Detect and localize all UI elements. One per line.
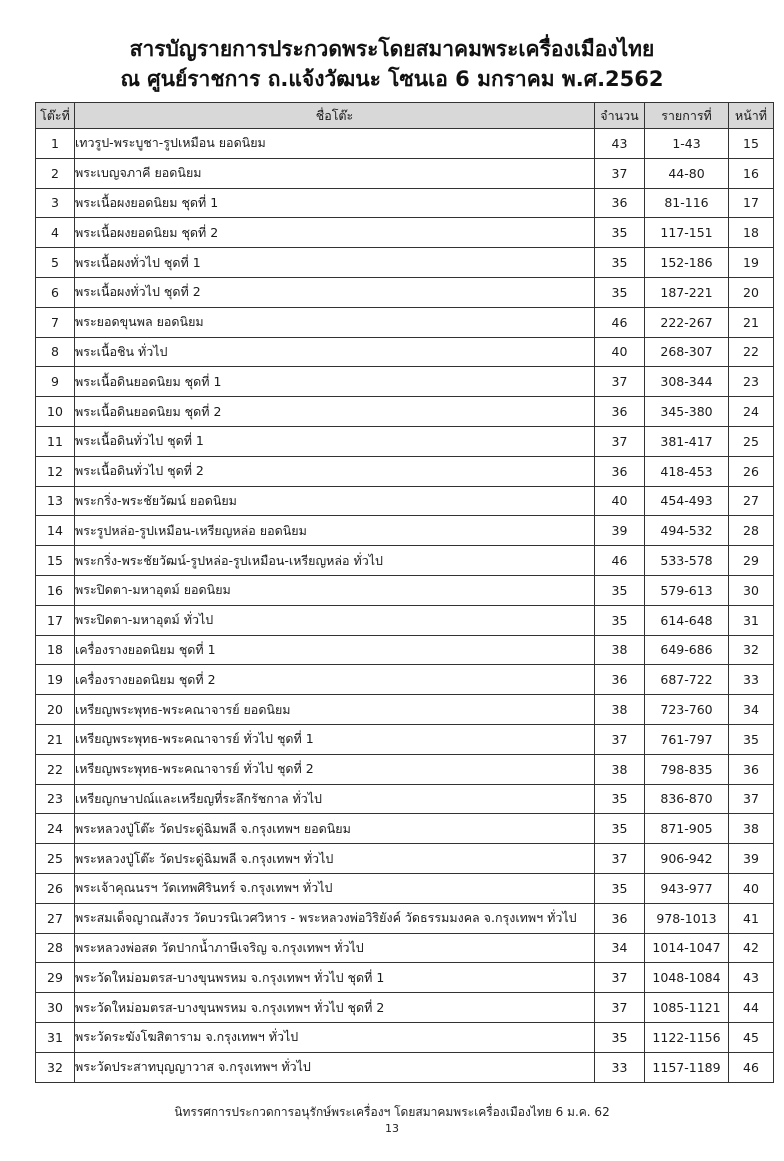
cell-table-name: พระเนื้อผงยอดนิยม ชุดที่ 1 — [75, 188, 595, 218]
cell-table-no: 17 — [36, 605, 75, 635]
cell-table-name: พระวัดใหม่อมตรส-บางขุนพรหม จ.กรุงเทพฯ ทั่วไป ชุดที่ 2 — [75, 993, 595, 1023]
cell-table-no: 1 — [36, 129, 75, 159]
cell-table-name: พระหลวงปู่โต๊ะ วัดประดู่ฉิมพลี จ.กรุงเทพฯ ยอดนิยม — [75, 814, 595, 844]
cell-table-name: พระปิดตา-มหาอุตม์ ยอดนิยม — [75, 575, 595, 605]
cell-table-name: พระเบญจภาคี ยอดนิยม — [75, 158, 595, 188]
cell-count: 36 — [595, 665, 645, 695]
cell-page: 28 — [729, 516, 774, 546]
cell-table-no: 16 — [36, 575, 75, 605]
table-row — [36, 307, 774, 337]
table-row — [36, 575, 774, 605]
footer-text: นิทรรศการประกวดการอนุรักษ์พระเครื่องฯ โดยสมาคมพระเครื่องเมืองไทย 6 ม.ค. 62 — [174, 1105, 610, 1119]
table-row — [36, 248, 774, 278]
table-row — [36, 605, 774, 635]
cell-count: 37 — [595, 724, 645, 754]
cell-table-name: พระเนื้อผงทั่วไป ชุดที่ 1 — [75, 248, 595, 278]
cell-table-no: 5 — [36, 248, 75, 278]
cell-item-range: 723-760 — [645, 695, 729, 725]
cell-item-range: 222-267 — [645, 307, 729, 337]
cell-page: 32 — [729, 635, 774, 665]
cell-page: 42 — [729, 933, 774, 963]
cell-item-range: 1085-1121 — [645, 993, 729, 1023]
cell-item-range: 836-870 — [645, 784, 729, 814]
cell-page: 35 — [729, 724, 774, 754]
cell-table-no: 20 — [36, 695, 75, 725]
table-row — [36, 1052, 774, 1082]
cell-table-name: เหรียญพระพุทธ-พระคณาจารย์ ทั่วไป ชุดที่ 1 — [75, 724, 595, 754]
table-row — [36, 188, 774, 218]
cell-table-name: พระรูปหล่อ-รูปเหมือน-เหรียญหล่อ ยอดนิยม — [75, 516, 595, 546]
cell-count: 38 — [595, 754, 645, 784]
cell-table-no: 24 — [36, 814, 75, 844]
cell-table-name: เหรียญพระพุทธ-พระคณาจารย์ ทั่วไป ชุดที่ 2 — [75, 754, 595, 784]
cell-table-name: พระเนื้อดินทั่วไป ชุดที่ 2 — [75, 456, 595, 486]
page-subtitle: ณ ศูนย์ราชการ ถ.แจ้งวัฒนะ โซนเอ 6 มกราคม พ.ศ.2562 — [120, 67, 664, 91]
table-row — [36, 814, 774, 844]
cell-count: 46 — [595, 307, 645, 337]
page-title: สารบัญรายการประกวดพระโดยสมาคมพระเครื่องเมืองไทย — [129, 37, 655, 61]
cell-count: 38 — [595, 695, 645, 725]
cell-page: 45 — [729, 1022, 774, 1052]
cell-table-no: 19 — [36, 665, 75, 695]
cell-count: 46 — [595, 546, 645, 576]
table-row — [36, 397, 774, 427]
cell-item-range: 649-686 — [645, 635, 729, 665]
cell-page: 33 — [729, 665, 774, 695]
cell-page: 36 — [729, 754, 774, 784]
table-row — [36, 426, 774, 456]
cell-count: 36 — [595, 397, 645, 427]
cell-item-range: 268-307 — [645, 337, 729, 367]
cell-count: 38 — [595, 635, 645, 665]
cell-page: 18 — [729, 218, 774, 248]
cell-page: 17 — [729, 188, 774, 218]
table-row — [36, 129, 774, 159]
table-row — [36, 546, 774, 576]
table-body — [36, 129, 774, 1083]
cell-table-name: พระหลวงพ่อสด วัดปากน้ำภาษีเจริญ จ.กรุงเทพฯ ทั่วไป — [75, 933, 595, 963]
cell-table-no: 9 — [36, 367, 75, 397]
cell-count: 35 — [595, 218, 645, 248]
cell-table-name: พระกริ่ง-พระชัยวัฒน์-รูปหล่อ-รูปเหมือน-เหรียญหล่อ ทั่วไป — [75, 546, 595, 576]
cell-count: 35 — [595, 814, 645, 844]
cell-table-no: 18 — [36, 635, 75, 665]
table-row — [36, 516, 774, 546]
cell-item-range: 1048-1084 — [645, 963, 729, 993]
cell-count: 36 — [595, 456, 645, 486]
cell-table-no: 27 — [36, 903, 75, 933]
cell-item-range: 308-344 — [645, 367, 729, 397]
cell-page: 27 — [729, 486, 774, 516]
cell-table-name: พระเนื้อผงยอดนิยม ชุดที่ 2 — [75, 218, 595, 248]
cell-item-range: 381-417 — [645, 426, 729, 456]
cell-item-range: 418-453 — [645, 456, 729, 486]
cell-table-no: 12 — [36, 456, 75, 486]
cell-count: 35 — [595, 784, 645, 814]
cell-item-range: 454-493 — [645, 486, 729, 516]
page-number: 13 — [385, 1122, 399, 1135]
cell-item-range: 798-835 — [645, 754, 729, 784]
cell-item-range: 761-797 — [645, 724, 729, 754]
table-row — [36, 903, 774, 933]
cell-page: 30 — [729, 575, 774, 605]
cell-item-range: 614-648 — [645, 605, 729, 635]
cell-item-range: 1-43 — [645, 129, 729, 159]
cell-page: 29 — [729, 546, 774, 576]
cell-page: 31 — [729, 605, 774, 635]
table-row — [36, 486, 774, 516]
cell-table-no: 7 — [36, 307, 75, 337]
cell-table-name: เหรียญพระพุทธ-พระคณาจารย์ ยอดนิยม — [75, 695, 595, 725]
cell-item-range: 345-380 — [645, 397, 729, 427]
table-row — [36, 367, 774, 397]
cell-page: 34 — [729, 695, 774, 725]
cell-table-no: 13 — [36, 486, 75, 516]
cell-table-no: 21 — [36, 724, 75, 754]
cell-count: 37 — [595, 963, 645, 993]
table-row — [36, 337, 774, 367]
cell-table-name: พระเนื้อดินยอดนิยม ชุดที่ 2 — [75, 397, 595, 427]
cell-table-no: 15 — [36, 546, 75, 576]
cell-page: 20 — [729, 277, 774, 307]
cell-table-no: 32 — [36, 1052, 75, 1082]
table-row — [36, 784, 774, 814]
cell-table-name: เหรียญกษาปณ์และเหรียญที่ระลึกรัชกาล ทั่วไป — [75, 784, 595, 814]
cell-item-range: 579-613 — [645, 575, 729, 605]
cell-count: 37 — [595, 844, 645, 874]
cell-item-range: 187-221 — [645, 277, 729, 307]
cell-count: 37 — [595, 158, 645, 188]
cell-table-name: พระกริ่ง-พระชัยวัฒน์ ยอดนิยม — [75, 486, 595, 516]
cell-item-range: 81-116 — [645, 188, 729, 218]
cell-count: 37 — [595, 367, 645, 397]
catalog-table — [35, 102, 774, 1083]
cell-count: 33 — [595, 1052, 645, 1082]
table-row — [36, 724, 774, 754]
cell-count: 40 — [595, 486, 645, 516]
cell-count: 37 — [595, 993, 645, 1023]
cell-table-name: พระหลวงปู่โต๊ะ วัดประดู่ฉิมพลี จ.กรุงเทพฯ ทั่วไป — [75, 844, 595, 874]
cell-table-no: 3 — [36, 188, 75, 218]
cell-count: 35 — [595, 248, 645, 278]
cell-table-no: 6 — [36, 277, 75, 307]
cell-count: 36 — [595, 188, 645, 218]
table-row — [36, 873, 774, 903]
cell-table-no: 2 — [36, 158, 75, 188]
col-header-page: หน้าที่ — [729, 103, 774, 129]
cell-table-no: 23 — [36, 784, 75, 814]
table-row — [36, 933, 774, 963]
cell-page: 37 — [729, 784, 774, 814]
cell-table-no: 30 — [36, 993, 75, 1023]
cell-page: 43 — [729, 963, 774, 993]
cell-page: 38 — [729, 814, 774, 844]
table-row — [36, 665, 774, 695]
cell-item-range: 152-186 — [645, 248, 729, 278]
cell-item-range: 1122-1156 — [645, 1022, 729, 1052]
cell-page: 44 — [729, 993, 774, 1023]
col-header-table-no: โต๊ะที่ — [36, 103, 75, 129]
cell-table-name: พระเนื้อผงทั่วไป ชุดที่ 2 — [75, 277, 595, 307]
cell-item-range: 943-977 — [645, 873, 729, 903]
cell-count: 37 — [595, 426, 645, 456]
cell-table-no: 4 — [36, 218, 75, 248]
cell-table-no: 25 — [36, 844, 75, 874]
col-header-table-name: ชื่อโต๊ะ — [75, 103, 595, 129]
cell-page: 41 — [729, 903, 774, 933]
cell-item-range: 44-80 — [645, 158, 729, 188]
cell-item-range: 533-578 — [645, 546, 729, 576]
cell-table-name: เครื่องรางยอดนิยม ชุดที่ 1 — [75, 635, 595, 665]
cell-item-range: 906-942 — [645, 844, 729, 874]
cell-page: 22 — [729, 337, 774, 367]
cell-page: 25 — [729, 426, 774, 456]
cell-table-no: 31 — [36, 1022, 75, 1052]
cell-table-no: 26 — [36, 873, 75, 903]
cell-page: 26 — [729, 456, 774, 486]
table-row — [36, 1022, 774, 1052]
cell-page: 40 — [729, 873, 774, 903]
cell-page: 21 — [729, 307, 774, 337]
table-row — [36, 754, 774, 784]
cell-table-name: พระวัดใหม่อมตรส-บางขุนพรหม จ.กรุงเทพฯ ทั่วไป ชุดที่ 1 — [75, 963, 595, 993]
cell-page: 15 — [729, 129, 774, 159]
cell-table-name: พระสมเด็จญาณสังวร วัดบวรนิเวศวิหาร - พระหลวงพ่อวิริยังค์ วัดธรรมมงคล จ.กรุงเทพฯ ทั่วไป — [75, 903, 595, 933]
cell-item-range: 871-905 — [645, 814, 729, 844]
table-row — [36, 635, 774, 665]
table-row — [36, 456, 774, 486]
cell-count: 35 — [595, 575, 645, 605]
cell-table-no: 11 — [36, 426, 75, 456]
table-header-row — [36, 103, 774, 129]
cell-table-no: 29 — [36, 963, 75, 993]
cell-item-range: 978-1013 — [645, 903, 729, 933]
cell-table-name: พระยอดขุนพล ยอดนิยม — [75, 307, 595, 337]
cell-count: 36 — [595, 903, 645, 933]
cell-count: 43 — [595, 129, 645, 159]
table-row — [36, 158, 774, 188]
table-row — [36, 695, 774, 725]
cell-count: 35 — [595, 873, 645, 903]
table-row — [36, 963, 774, 993]
cell-table-no: 10 — [36, 397, 75, 427]
cell-table-no: 8 — [36, 337, 75, 367]
cell-page: 19 — [729, 248, 774, 278]
col-header-item-range: รายการที่ — [645, 103, 729, 129]
cell-table-name: เทวรูป-พระบูชา-รูปเหมือน ยอดนิยม — [75, 129, 595, 159]
cell-table-no: 28 — [36, 933, 75, 963]
cell-count: 40 — [595, 337, 645, 367]
cell-page: 24 — [729, 397, 774, 427]
cell-item-range: 1014-1047 — [645, 933, 729, 963]
table-row — [36, 218, 774, 248]
cell-page: 39 — [729, 844, 774, 874]
cell-table-name: พระวัดระฆังโฆสิตาราม จ.กรุงเทพฯ ทั่วไป — [75, 1022, 595, 1052]
table-row — [36, 277, 774, 307]
cell-table-name: พระเนื้อชิน ทั่วไป — [75, 337, 595, 367]
cell-page: 16 — [729, 158, 774, 188]
cell-count: 35 — [595, 605, 645, 635]
col-header-count: จำนวน — [595, 103, 645, 129]
cell-item-range: 687-722 — [645, 665, 729, 695]
cell-table-name: พระวัดประสาทบุญญาวาส จ.กรุงเทพฯ ทั่วไป — [75, 1052, 595, 1082]
cell-count: 39 — [595, 516, 645, 546]
cell-page: 46 — [729, 1052, 774, 1082]
cell-page: 23 — [729, 367, 774, 397]
cell-count: 34 — [595, 933, 645, 963]
cell-count: 35 — [595, 277, 645, 307]
table-row — [36, 993, 774, 1023]
cell-item-range: 1157-1189 — [645, 1052, 729, 1082]
cell-table-name: พระเจ้าคุณนรฯ วัดเทพศิรินทร์ จ.กรุงเทพฯ ทั่วไป — [75, 873, 595, 903]
cell-count: 35 — [595, 1022, 645, 1052]
cell-table-name: พระปิดตา-มหาอุตม์ ทั่วไป — [75, 605, 595, 635]
cell-item-range: 117-151 — [645, 218, 729, 248]
cell-table-no: 22 — [36, 754, 75, 784]
cell-table-no: 14 — [36, 516, 75, 546]
table-row — [36, 844, 774, 874]
cell-item-range: 494-532 — [645, 516, 729, 546]
cell-table-name: เครื่องรางยอดนิยม ชุดที่ 2 — [75, 665, 595, 695]
cell-table-name: พระเนื้อดินยอดนิยม ชุดที่ 1 — [75, 367, 595, 397]
cell-table-name: พระเนื้อดินทั่วไป ชุดที่ 1 — [75, 426, 595, 456]
